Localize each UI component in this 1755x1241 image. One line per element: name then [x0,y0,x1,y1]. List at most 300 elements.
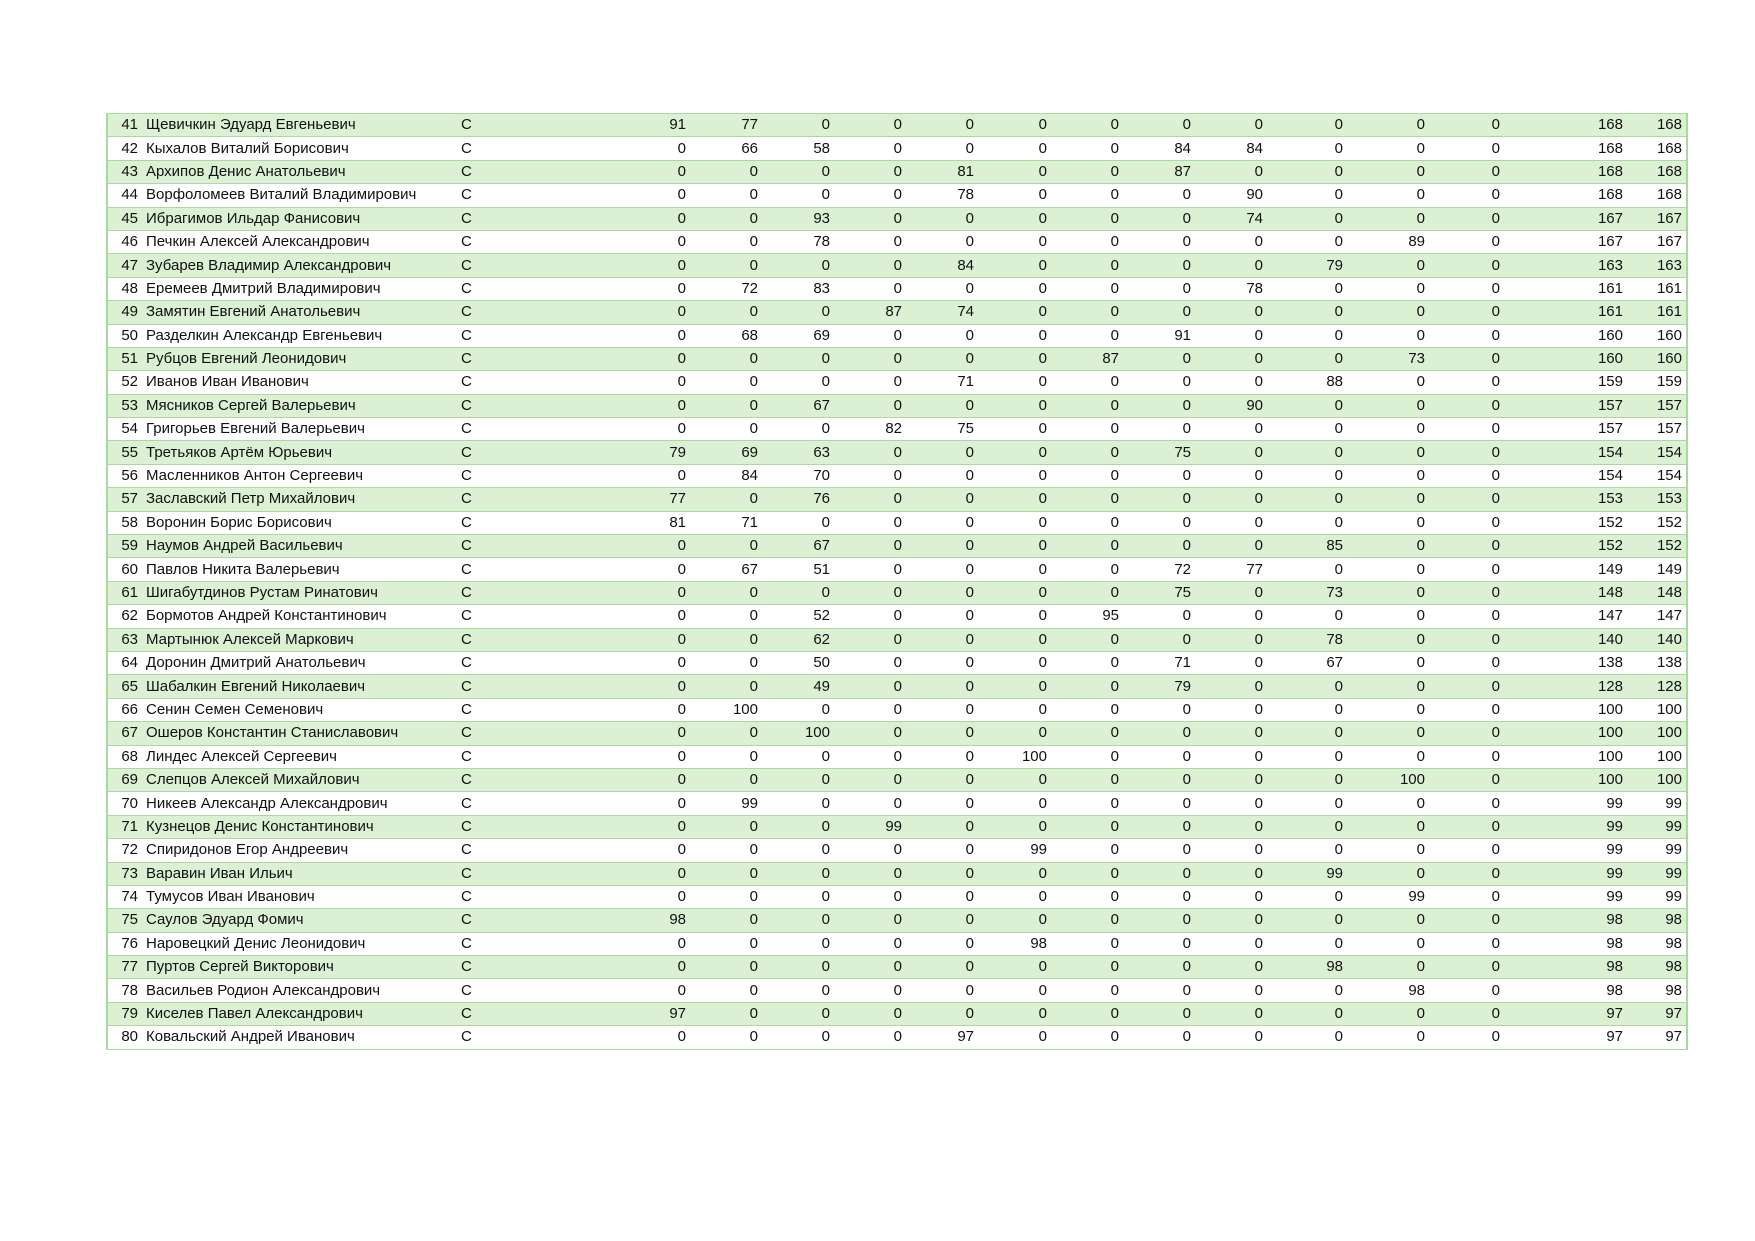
stage-score-cell: 0 [978,628,1051,651]
stage-score-cell: 0 [1123,394,1195,417]
stage-score-cell: 0 [906,698,978,721]
stage-score-cell: 0 [906,862,978,885]
stage-score-cell: 0 [1429,932,1504,955]
stage-score-cell: 0 [978,511,1051,534]
stage-score-cell: 0 [1267,488,1347,511]
stage-score-cell: 0 [762,371,834,394]
stage-score-cell: 0 [1051,301,1123,324]
stage-score-cell: 0 [762,581,834,604]
stage-score-cell: 0 [906,839,978,862]
stage-score-cell: 0 [1429,488,1504,511]
stage-score-cell: 0 [762,418,834,441]
participant-name-cell: Наровецкий Денис Леонидович [142,932,457,955]
table-row [107,254,1687,277]
stage-score-cell: 0 [906,277,978,300]
stage-score-cell: 0 [978,535,1051,558]
stage-score-cell: 0 [1429,464,1504,487]
stage-score-cell: 0 [1347,394,1429,417]
stage-score-cell: 0 [1195,932,1267,955]
stage-score-cell: 0 [1051,792,1123,815]
table-row [107,909,1687,932]
stage-score-cell: 0 [1051,160,1123,183]
class-cell: C [457,371,617,394]
place-cell: 71 [107,815,142,838]
table-row [107,956,1687,979]
stage-score-cell: 0 [834,909,906,932]
stage-score-cell: 78 [1195,277,1267,300]
stage-score-cell: 67 [762,535,834,558]
stage-score-cell: 75 [1123,581,1195,604]
table-row [107,722,1687,745]
total-cell: 149 [1627,558,1687,581]
stage-score-cell: 0 [906,535,978,558]
stage-score-cell: 0 [906,558,978,581]
total-cell: 167 [1627,230,1687,253]
sum-cell: 98 [1504,932,1627,955]
stage-score-cell: 0 [906,230,978,253]
participant-name-cell: Никеев Александр Александрович [142,792,457,815]
stage-score-cell: 0 [1429,277,1504,300]
table-row [107,230,1687,253]
stage-score-cell: 0 [834,605,906,628]
place-cell: 52 [107,371,142,394]
stage-score-cell: 0 [1267,464,1347,487]
stage-score-cell: 0 [834,184,906,207]
stage-score-cell: 0 [1347,418,1429,441]
stage-score-cell: 0 [978,768,1051,791]
stage-score-cell: 0 [834,651,906,674]
total-cell: 153 [1627,488,1687,511]
stage-score-cell: 0 [1429,722,1504,745]
stage-score-cell: 0 [978,324,1051,347]
stage-score-cell: 0 [1347,535,1429,558]
class-cell: C [457,745,617,768]
stage-score-cell: 0 [1051,324,1123,347]
stage-score-cell: 0 [1051,815,1123,838]
place-cell: 70 [107,792,142,815]
stage-score-cell: 67 [762,394,834,417]
stage-score-cell: 0 [1195,745,1267,768]
total-cell: 160 [1627,324,1687,347]
stage-score-cell: 0 [762,301,834,324]
sum-cell: 100 [1504,768,1627,791]
class-cell: C [457,511,617,534]
place-cell: 57 [107,488,142,511]
stage-score-cell: 0 [906,909,978,932]
total-cell: 154 [1627,464,1687,487]
stage-score-cell: 81 [617,511,690,534]
table-row [107,605,1687,628]
stage-score-cell: 81 [906,160,978,183]
stage-score-cell: 0 [906,347,978,370]
stage-score-cell: 71 [690,511,762,534]
stage-score-cell: 0 [834,581,906,604]
stage-score-cell: 82 [834,418,906,441]
class-cell: C [457,722,617,745]
class-cell: C [457,301,617,324]
stage-score-cell: 0 [1123,114,1195,137]
stage-score-cell: 0 [906,207,978,230]
total-cell: 160 [1627,347,1687,370]
stage-score-cell: 0 [690,839,762,862]
sum-cell: 128 [1504,675,1627,698]
stage-score-cell: 0 [978,722,1051,745]
stage-score-cell: 74 [1195,207,1267,230]
stage-score-cell: 79 [1123,675,1195,698]
stage-score-cell: 0 [1267,815,1347,838]
stage-score-cell: 0 [1429,418,1504,441]
stage-score-cell: 0 [1347,511,1429,534]
place-cell: 42 [107,137,142,160]
stage-score-cell: 0 [906,932,978,955]
place-cell: 68 [107,745,142,768]
stage-score-cell: 0 [1123,277,1195,300]
stage-score-cell: 0 [690,956,762,979]
place-cell: 48 [107,277,142,300]
sum-cell: 167 [1504,230,1627,253]
stage-score-cell: 0 [1051,651,1123,674]
stage-score-cell: 0 [1123,885,1195,908]
stage-score-cell: 91 [617,114,690,137]
stage-score-cell: 0 [1267,909,1347,932]
stage-score-cell: 98 [1267,956,1347,979]
stage-score-cell: 0 [1429,347,1504,370]
class-cell: C [457,347,617,370]
stage-score-cell: 0 [1267,277,1347,300]
stage-score-cell: 0 [1123,839,1195,862]
place-cell: 54 [107,418,142,441]
stage-score-cell: 74 [906,301,978,324]
stage-score-cell: 0 [1429,815,1504,838]
stage-score-cell: 0 [617,628,690,651]
class-cell: C [457,839,617,862]
stage-score-cell: 0 [834,488,906,511]
stage-score-cell: 0 [834,885,906,908]
stage-score-cell: 0 [690,675,762,698]
stage-score-cell: 0 [1429,792,1504,815]
class-cell: C [457,254,617,277]
total-cell: 99 [1627,885,1687,908]
participant-name-cell: Воронин Борис Борисович [142,511,457,534]
stage-score-cell: 0 [617,745,690,768]
stage-score-cell: 0 [1123,184,1195,207]
stage-score-cell: 0 [1267,441,1347,464]
stage-score-cell: 0 [978,651,1051,674]
stage-score-cell: 0 [690,628,762,651]
stage-score-cell: 0 [834,792,906,815]
stage-score-cell: 0 [1051,979,1123,1002]
class-cell: C [457,862,617,885]
stage-score-cell: 0 [1347,605,1429,628]
stage-score-cell: 0 [1347,628,1429,651]
stage-score-cell: 0 [1267,160,1347,183]
stage-score-cell: 0 [1347,114,1429,137]
stage-score-cell: 0 [690,230,762,253]
stage-score-cell: 0 [1429,207,1504,230]
stage-score-cell: 0 [762,184,834,207]
sum-cell: 100 [1504,698,1627,721]
class-cell: C [457,418,617,441]
results-rows [107,114,1687,1050]
stage-score-cell: 0 [1429,324,1504,347]
participant-name-cell: Шигабутдинов Рустам Ринатович [142,581,457,604]
place-cell: 61 [107,581,142,604]
stage-score-cell: 0 [906,464,978,487]
total-cell: 163 [1627,254,1687,277]
total-cell: 140 [1627,628,1687,651]
place-cell: 49 [107,301,142,324]
stage-score-cell: 0 [1429,581,1504,604]
stage-score-cell: 0 [1123,464,1195,487]
stage-score-cell: 0 [1123,745,1195,768]
sum-cell: 147 [1504,605,1627,628]
stage-score-cell: 0 [617,160,690,183]
sum-cell: 99 [1504,885,1627,908]
stage-score-cell: 0 [762,815,834,838]
participant-name-cell: Третьяков Артём Юрьевич [142,441,457,464]
total-cell: 152 [1627,511,1687,534]
stage-score-cell: 0 [834,628,906,651]
stage-score-cell: 0 [690,418,762,441]
stage-score-cell: 0 [1347,441,1429,464]
stage-score-cell: 0 [1123,862,1195,885]
participant-name-cell: Бормотов Андрей Константинович [142,605,457,628]
stage-score-cell: 0 [1429,184,1504,207]
stage-score-cell: 0 [1195,651,1267,674]
stage-score-cell: 0 [1267,558,1347,581]
stage-score-cell: 0 [1267,885,1347,908]
class-cell: C [457,628,617,651]
sum-cell: 168 [1504,114,1627,137]
table-row [107,698,1687,721]
stage-score-cell: 0 [1347,558,1429,581]
total-cell: 98 [1627,909,1687,932]
stage-score-cell: 98 [1347,979,1429,1002]
participant-name-cell: Саулов Эдуард Фомич [142,909,457,932]
stage-score-cell: 0 [1051,207,1123,230]
sum-cell: 99 [1504,839,1627,862]
table-row [107,441,1687,464]
stage-score-cell: 0 [1429,1002,1504,1025]
stage-score-cell: 0 [1347,137,1429,160]
place-cell: 45 [107,207,142,230]
total-cell: 99 [1627,862,1687,885]
stage-score-cell: 0 [1195,418,1267,441]
stage-score-cell: 72 [690,277,762,300]
stage-score-cell: 0 [1429,137,1504,160]
stage-score-cell: 0 [1195,909,1267,932]
stage-score-cell: 0 [762,909,834,932]
stage-score-cell: 0 [1123,768,1195,791]
stage-score-cell: 0 [617,1026,690,1049]
sum-cell: 99 [1504,792,1627,815]
stage-score-cell: 0 [1429,254,1504,277]
stage-score-cell: 0 [762,885,834,908]
stage-score-cell: 87 [1123,160,1195,183]
stage-score-cell: 0 [1267,1002,1347,1025]
total-cell: 168 [1627,184,1687,207]
sum-cell: 153 [1504,488,1627,511]
stage-score-cell: 99 [978,839,1051,862]
stage-score-cell: 0 [690,722,762,745]
stage-score-cell: 88 [1267,371,1347,394]
stage-score-cell: 0 [1267,230,1347,253]
stage-score-cell: 0 [1267,324,1347,347]
stage-score-cell: 0 [617,792,690,815]
sum-cell: 99 [1504,815,1627,838]
stage-score-cell: 0 [1123,1002,1195,1025]
stage-score-cell: 0 [690,254,762,277]
stage-score-cell: 0 [762,1026,834,1049]
place-cell: 65 [107,675,142,698]
stage-score-cell: 0 [1429,394,1504,417]
stage-score-cell: 0 [1195,956,1267,979]
stage-score-cell: 0 [978,254,1051,277]
table-row [107,394,1687,417]
place-cell: 47 [107,254,142,277]
stage-score-cell: 0 [1347,745,1429,768]
participant-name-cell: Варавин Иван Ильич [142,862,457,885]
sum-cell: 154 [1504,441,1627,464]
stage-score-cell: 0 [834,675,906,698]
stage-score-cell: 79 [1267,254,1347,277]
stage-score-cell: 0 [1195,114,1267,137]
stage-score-cell: 97 [906,1026,978,1049]
stage-score-cell: 0 [1347,651,1429,674]
stage-score-cell: 0 [1347,698,1429,721]
stage-score-cell: 0 [906,628,978,651]
table-row [107,511,1687,534]
stage-score-cell: 0 [1347,722,1429,745]
stage-score-cell: 0 [617,768,690,791]
stage-score-cell: 71 [906,371,978,394]
stage-score-cell: 0 [690,932,762,955]
stage-score-cell: 0 [1347,1026,1429,1049]
stage-score-cell: 0 [762,745,834,768]
stage-score-cell: 78 [1267,628,1347,651]
stage-score-cell: 0 [1123,628,1195,651]
total-cell: 161 [1627,277,1687,300]
stage-score-cell: 0 [1347,1002,1429,1025]
stage-score-cell: 0 [906,488,978,511]
stage-score-cell: 0 [834,839,906,862]
stage-score-cell: 0 [1195,301,1267,324]
table-row [107,558,1687,581]
sum-cell: 160 [1504,347,1627,370]
stage-score-cell: 99 [834,815,906,838]
stage-score-cell: 0 [1051,371,1123,394]
stage-score-cell: 0 [978,979,1051,1002]
total-cell: 168 [1627,160,1687,183]
stage-score-cell: 0 [1429,628,1504,651]
sum-cell: 148 [1504,581,1627,604]
stage-score-cell: 0 [906,1002,978,1025]
stage-score-cell: 69 [762,324,834,347]
stage-score-cell: 0 [1051,535,1123,558]
stage-score-cell: 0 [978,277,1051,300]
stage-score-cell: 0 [906,722,978,745]
stage-score-cell: 0 [1429,230,1504,253]
place-cell: 44 [107,184,142,207]
stage-score-cell: 0 [617,839,690,862]
stage-score-cell: 0 [617,815,690,838]
stage-score-cell: 0 [1267,979,1347,1002]
stage-score-cell: 0 [690,207,762,230]
stage-score-cell: 72 [1123,558,1195,581]
stage-score-cell: 0 [906,768,978,791]
total-cell: 147 [1627,605,1687,628]
stage-score-cell: 0 [834,745,906,768]
class-cell: C [457,324,617,347]
class-cell: C [457,792,617,815]
table-row [107,464,1687,487]
stage-score-cell: 85 [1267,535,1347,558]
place-cell: 79 [107,1002,142,1025]
table-row [107,745,1687,768]
stage-score-cell: 0 [978,441,1051,464]
participant-name-cell: Ковальский Андрей Иванович [142,1026,457,1049]
stage-score-cell: 0 [762,792,834,815]
stage-score-cell: 68 [690,324,762,347]
table-row [107,839,1687,862]
stage-score-cell: 100 [978,745,1051,768]
stage-score-cell: 87 [1051,347,1123,370]
class-cell: C [457,1002,617,1025]
stage-score-cell: 0 [1429,745,1504,768]
stage-score-cell: 0 [1123,488,1195,511]
stage-score-cell: 51 [762,558,834,581]
stage-score-cell: 0 [834,698,906,721]
stage-score-cell: 0 [906,114,978,137]
stage-score-cell: 0 [1429,956,1504,979]
stage-score-cell: 0 [690,1026,762,1049]
place-cell: 69 [107,768,142,791]
stage-score-cell: 0 [1429,1026,1504,1049]
stage-score-cell: 0 [1123,1026,1195,1049]
stage-score-cell: 0 [1267,932,1347,955]
stage-score-cell: 0 [1429,511,1504,534]
stage-score-cell: 0 [1123,792,1195,815]
stage-score-cell: 0 [762,347,834,370]
stage-score-cell: 0 [1051,698,1123,721]
stage-score-cell: 0 [1051,488,1123,511]
participant-name-cell: Слепцов Алексей Михайлович [142,768,457,791]
stage-score-cell: 0 [1195,698,1267,721]
stage-score-cell: 0 [1347,862,1429,885]
stage-score-cell: 0 [1123,956,1195,979]
stage-score-cell: 0 [617,137,690,160]
stage-score-cell: 0 [1347,371,1429,394]
stage-score-cell: 0 [1051,909,1123,932]
stage-score-cell: 0 [1195,722,1267,745]
class-cell: C [457,114,617,137]
stage-score-cell: 0 [1429,605,1504,628]
stage-score-cell: 0 [1267,792,1347,815]
total-cell: 154 [1627,441,1687,464]
stage-score-cell: 78 [762,230,834,253]
stage-score-cell: 66 [690,137,762,160]
stage-score-cell: 0 [617,464,690,487]
stage-score-cell: 0 [762,511,834,534]
stage-score-cell: 78 [906,184,978,207]
stage-score-cell: 0 [1195,511,1267,534]
stage-score-cell: 73 [1267,581,1347,604]
stage-score-cell: 0 [978,815,1051,838]
stage-score-cell: 98 [978,932,1051,955]
class-cell: C [457,441,617,464]
stage-score-cell: 0 [1123,301,1195,324]
stage-score-cell: 0 [978,1002,1051,1025]
